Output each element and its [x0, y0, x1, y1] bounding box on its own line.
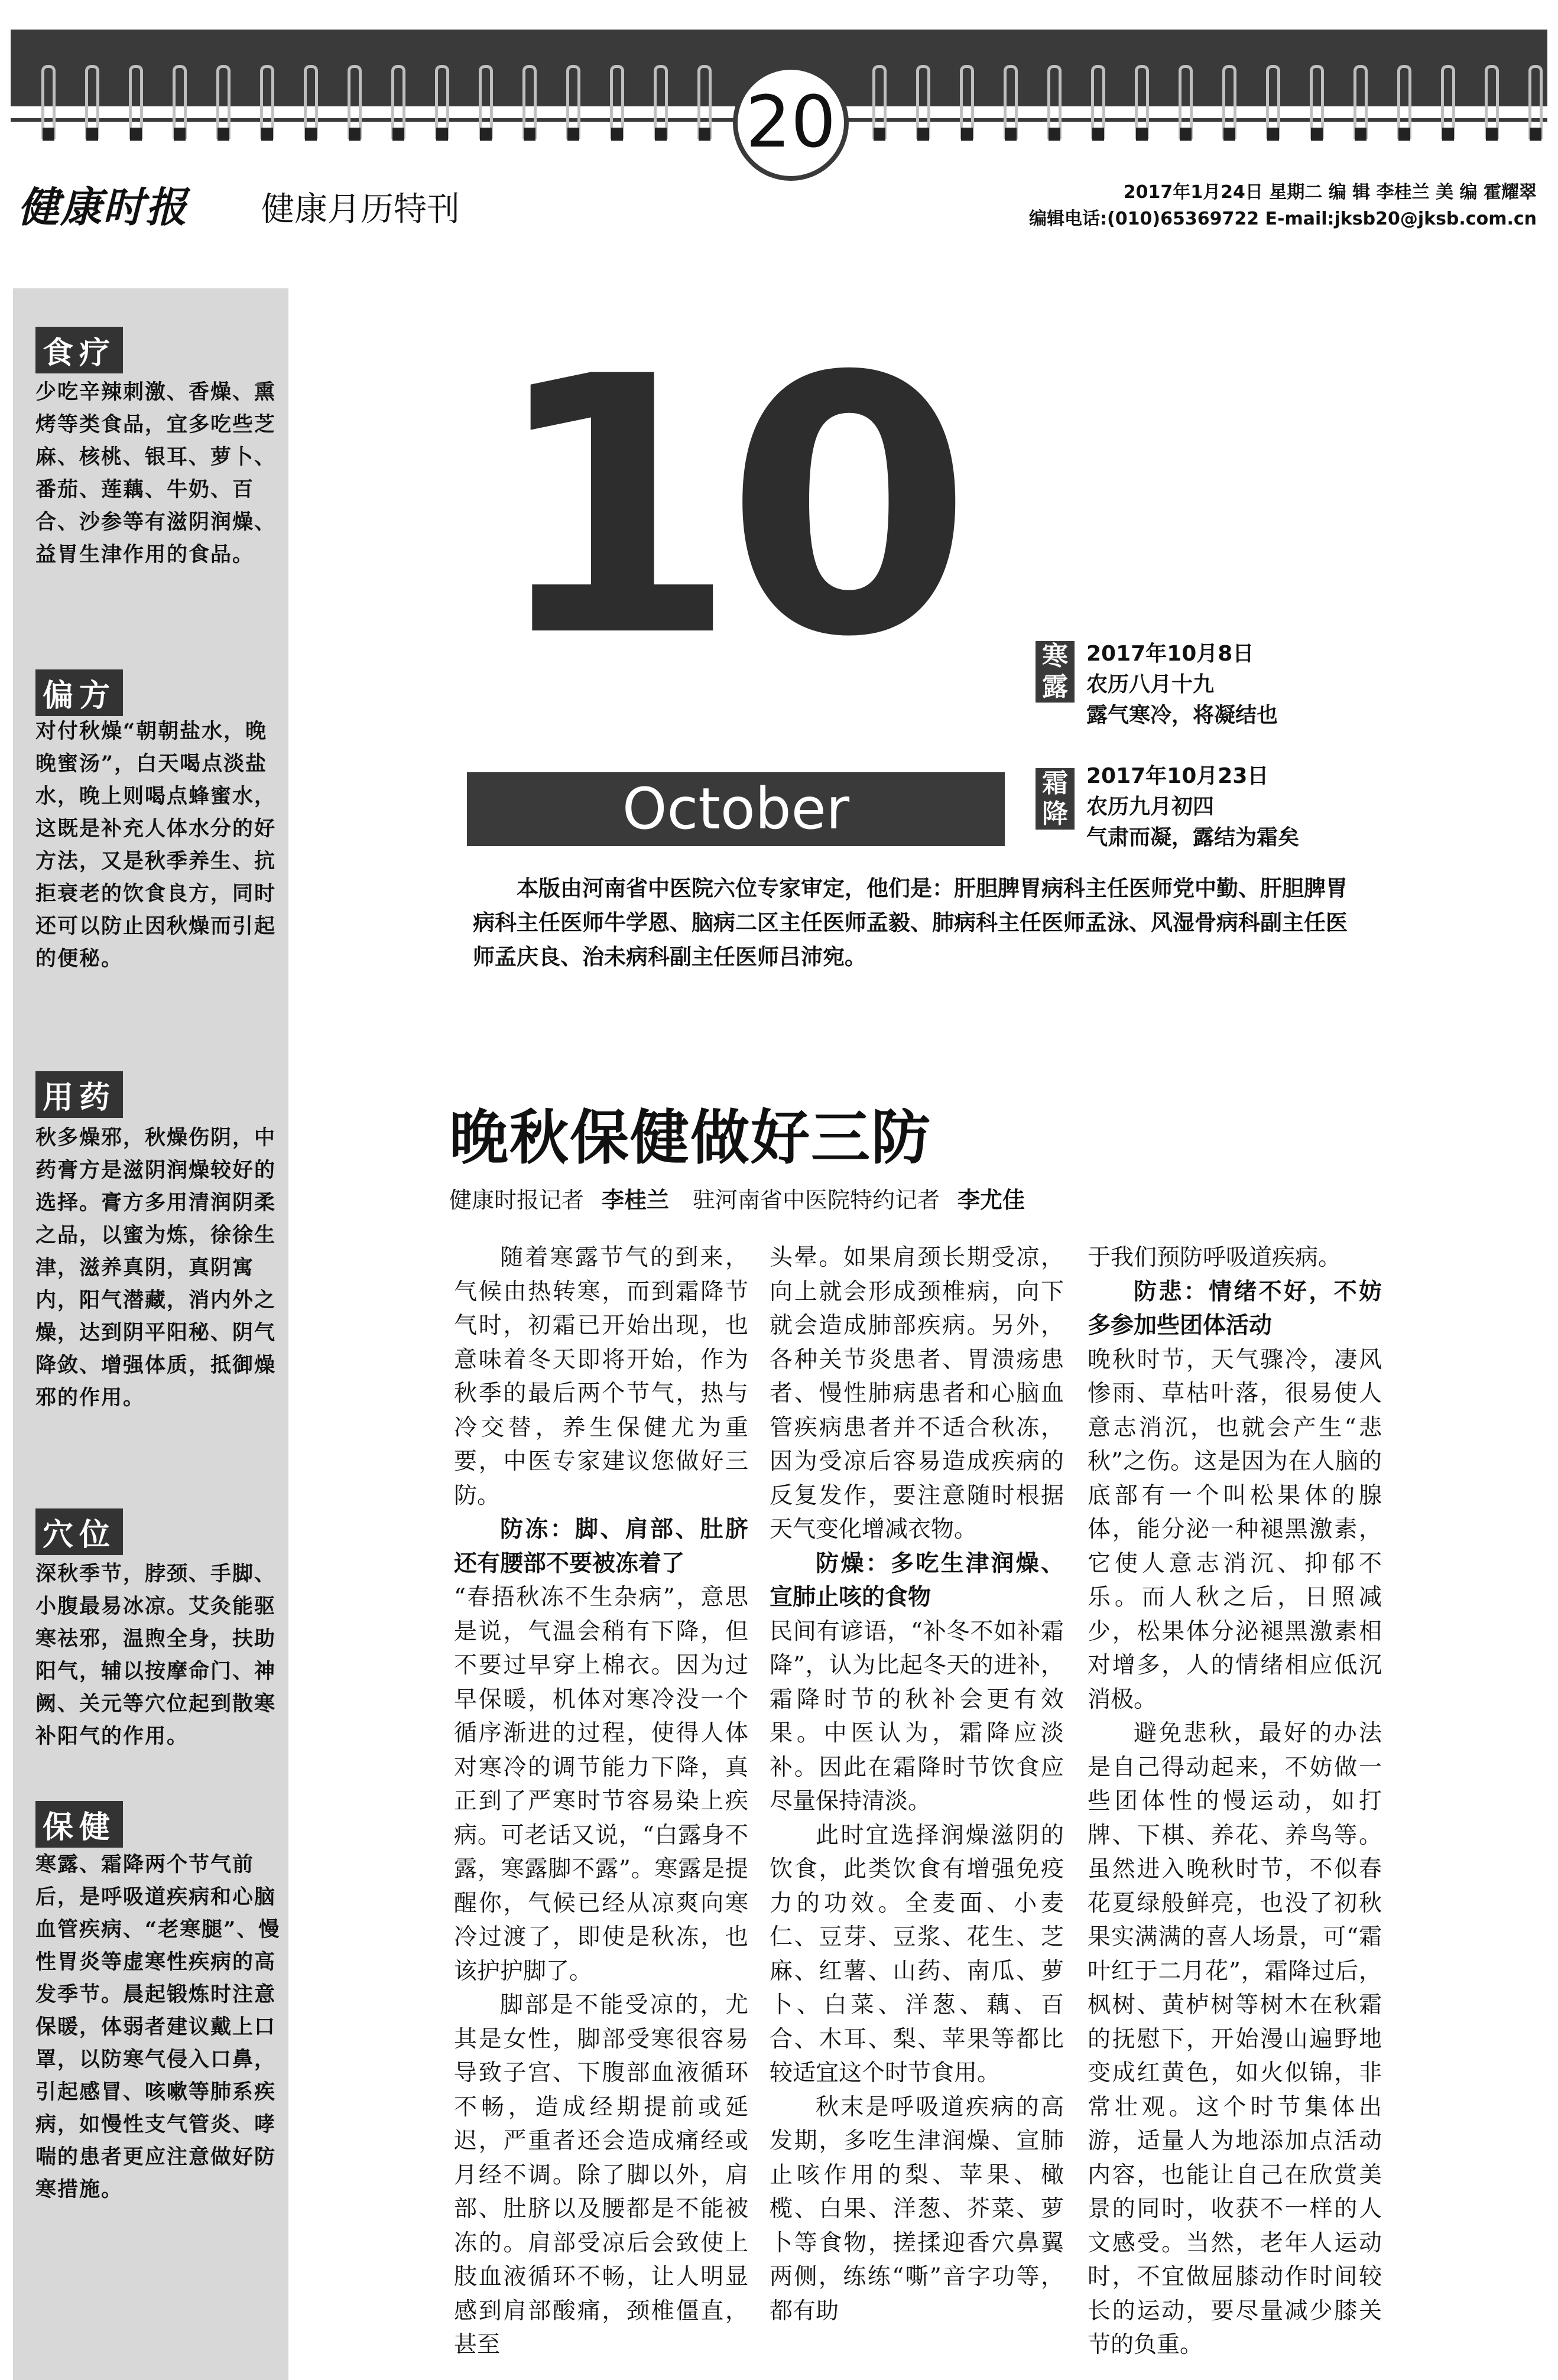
binder-hole: [218, 128, 229, 141]
binder-hole: [392, 128, 404, 141]
binder-hole: [1442, 128, 1454, 141]
paragraph: 民间有谚语，“补冬不如补霜降”，认为比起冬天的进补，霜降时节的秋补会更有效果。中医认为，霜降应淡补。因此在霜降时节饮食应尽量保持清淡。: [770, 1618, 1064, 1815]
paragraph: 头晕。如果肩颈长期受凉，向上就会形成颈椎病，向下就会造成肺部疾病。另外，各种关节炎患者、胃溃疡患者、慢性肺病患者和心脑血管疾病患者并不适合秋冻，因为受凉后容易造成疾病的反复发作，要注意随时根据天气变化增减衣物。: [770, 1244, 1064, 1543]
binder-hole: [611, 128, 623, 141]
solar-term-desc: 露气寒冷，将凝结也: [1086, 703, 1278, 727]
binder-hole: [174, 128, 186, 141]
sidebar-body-remedy: 对付秋燥“朝朝盐水，晚晚蜜汤”，白天喝点淡盐水，晚上则喝点蜂蜜水，这既是补充人体水分的好方法，又是秋季养生、抗拒衰老的饮食良方，同时还可以防止因秋燥而引起的便秘。: [35, 719, 277, 971]
subheading: 防冻：脚、肩部、肚脐还有腰部不要被冻着了: [454, 1516, 748, 1577]
paragraph: 秋末是呼吸道疾病的高发期，多吃生津润燥、宣肺止咳作用的梨、苹果、橄榄、白果、洋葱、芥菜、萝卜等食物，搓揉迎香穴鼻翼两侧，练练“嘶”音字功等，都有助: [770, 2093, 1064, 2324]
tips-sidebar: [13, 288, 288, 2380]
issue-info: 2017年1月24日 星期二 编 辑 李桂兰 美 编 霍耀翠: [1123, 182, 1537, 203]
solar-term-badge: 寒露: [1036, 641, 1075, 703]
binder-hole: [874, 128, 885, 141]
special-edition-title: 健康月历特刊: [261, 190, 460, 229]
binder-hole: [1223, 128, 1235, 141]
solar-term-lunar: 农历八月十九: [1086, 672, 1215, 697]
binder-hole: [1180, 128, 1192, 141]
binder-hole: [436, 128, 448, 141]
paragraph: 随着寒露节气的到来，气候由热转寒，而到霜降节气时，初霜已开始出现，也意味着冬天即将开始，作为秋季的最后两个节气，热与冷交替，养生保健尤为重要，中医专家建议您做好三防。: [454, 1244, 748, 1509]
paragraph: 晚秋时节，天气骤冷，凄风惨雨、草枯叶落，很易使人意志消沉，也就会产生“悲秋”之伤。这是因为在人脑的底部有一个叫松果体的腺体，能分泌一种褪黑激素，它使人意志消沉、抑郁不乐。而人秋之后，日照减少，松果体分泌褪黑激素相对增多，人的情绪相应低沉消极。: [1088, 1346, 1382, 1713]
byline-label: 驻河南省中医院特约记者: [693, 1187, 940, 1213]
binder-hole: [1311, 128, 1323, 141]
binder-hole: [480, 128, 492, 141]
byline-label: 健康时报记者: [449, 1187, 585, 1213]
newspaper-logo: 健康时报: [18, 183, 188, 232]
binder-hole: [699, 128, 710, 141]
reporter-name: 李桂兰: [602, 1187, 670, 1213]
month-name: October: [467, 772, 1005, 846]
binder-hole: [43, 128, 54, 141]
article-column-2: [770, 1241, 1064, 2328]
solar-term-desc: 气肃而凝，露结为霜矣: [1086, 825, 1300, 850]
subheading: 防悲：情绪不好，不妨多参加些团体活动: [1088, 1277, 1382, 1339]
article-column-3: [1088, 1241, 1382, 2362]
binder-hole: [86, 128, 98, 141]
binder-hole: [1398, 128, 1410, 141]
sidebar-body-diet: 少吃辛辣刺激、香燥、熏烤等类食品，宜多吃些芝麻、核桃、银耳、萝卜、番茄、莲藕、牛奶、百合、沙参等有滋阴润燥、益胃生津作用的食品。: [35, 380, 277, 567]
binder-hole: [349, 128, 361, 141]
article-column-1: [454, 1241, 748, 2362]
sidebar-body-care: 寒露、霜降两个节气前后，是呼吸道疾病和心脑血管疾病、“老寒腿”、慢性胃炎等虚寒性疾病的高发季节。晨起锻炼时注意保暖，体弱者建议戴上口罩，以防寒气侵入口鼻，引起感冒、咳嗽等肺系疾病，如慢性支气管炎、哮喘的患者更应注意做好防寒措施。: [35, 1852, 281, 2202]
binder-hole: [655, 128, 667, 141]
paragraph: 避免悲秋，最好的办法是自己得动起来，不妨做一些团体性的慢运动，如打牌、下棋、养花、养鸟等。虽然进入晚秋时节，不似春花夏绿般鲜亮，也没了初秋果实满满的喜人场景，可“霜叶红于二月花”，霜降过后，枫树、黄栌树等树木在秋霜的抚慰下，开始漫山遍野地变成红黄色，如火似锦，非常壮观。这个时节集体出游，适量人为地添加点活动内容，也能让自己在欣赏美景的同时，收获不一样的人文感受。当然，老年人运动时，不宜做屈膝动作时间较长的运动，要尽量减少膝关节的负重。: [1088, 1720, 1382, 2358]
binder-hole: [261, 128, 273, 141]
binder-hole: [961, 128, 973, 141]
contact-info: 编辑电话:(010)65369722 E-mail:jksb20@jksb.com.cn: [1029, 209, 1537, 229]
sidebar-title-care: 保健: [35, 1801, 123, 1848]
correspondent-name: 李尤佳: [957, 1187, 1025, 1213]
paragraph: 于我们预防呼吸道疾病。: [1088, 1244, 1342, 1271]
solar-term-badge: 霜降: [1036, 768, 1075, 830]
article-headline: 晚秋保健做好三防: [449, 1103, 931, 1172]
solar-term-lunar: 农历九月初四: [1086, 795, 1215, 819]
sidebar-title-remedy: 偏方: [35, 669, 123, 716]
sidebar-title-acupoint: 穴位: [35, 1508, 123, 1555]
byline: [449, 1182, 1049, 1214]
binder-hole: [1267, 128, 1279, 141]
paragraph: 脚部是不能受凉的，尤其是女性，脚部受寒很容易导致子宫、下腹部血液循环不畅，造成经期提前或延迟，严重者还会造成痛经或月经不调。除了脚以外，肩部、肚脐以及腰都是不能被冻的。肩部受凉后会致使上肢血液循环不畅，让人明显感到肩部酸痛，颈椎僵直，甚至: [454, 1992, 748, 2358]
subheading: 防燥：多吃生津润燥、宣肺止咳的食物: [770, 1549, 1064, 1611]
binder-hole: [1005, 128, 1017, 141]
sidebar-title-medicine: 用药: [35, 1071, 123, 1118]
binder-hole: [305, 128, 317, 141]
sidebar-title-diet: 食疗: [35, 327, 123, 373]
solar-term-date: 2017年10月23日: [1086, 764, 1269, 788]
binder-hole: [130, 128, 142, 141]
sidebar-body-medicine: 秋多燥邪，秋燥伤阴，中药膏方是滋阴润燥较好的选择。膏方多用清润阴柔之品，以蜜为炼，徐徐生津，滋养真阴，真阴寓内，阳气潜藏，消内外之燥，达到阴平阳秘、阴气降敛、增强体质，抵御燥邪的作用。: [35, 1126, 277, 1410]
binder-hole: [1355, 128, 1367, 141]
binder-hole: [1092, 128, 1104, 141]
binder-hole: [524, 128, 535, 141]
month-number: 10: [491, 301, 960, 714]
page-number: 20: [733, 65, 849, 181]
paragraph: 此时宜选择润燥滋阴的饮食，此类饮食有增强免疫力的功效。全麦面、小麦仁、豆芽、豆浆、花生、芝麻、红薯、山药、南瓜、萝卜、白菜、洋葱、藕、百合、木耳、梨、苹果等都比较适宜这个时节食用。: [770, 1822, 1064, 2086]
binder-hole: [1049, 128, 1060, 141]
binder-hole: [1530, 128, 1541, 141]
binder-hole: [1136, 128, 1148, 141]
binder-hole: [1486, 128, 1498, 141]
solar-term-date: 2017年10月8日: [1086, 642, 1254, 666]
sidebar-body-acupoint: 深秋季节，脖颈、手脚、小腹最易冰凉。艾灸能驱寒祛邪，温煦全身，扶助阳气，辅以按摩命门、神阙、关元等穴位起到散寒补阳气的作用。: [35, 1562, 277, 1748]
paragraph: “春捂秋冻不生杂病”，意思是说，气温会稍有下降，但不要过早穿上棉衣。因为过早保暖，机体对寒冷没一个循序渐进的过程，使得人体对寒冷的调节能力下降，真正到了严寒时节容易染上疾病。可老话又说，“白露身不露，寒露脚不露”。寒露是提醒你，气候已经从凉爽向寒冷过渡了，即使是秋冻，也该护护脚了。: [454, 1584, 748, 1985]
binder-hole: [917, 128, 929, 141]
binder-hole: [567, 128, 579, 141]
expert-intro: 本版由河南省中医院六位专家审定，他们是：肝胆脾胃病科主任医师党中勤、肝胆脾胃病科主任医师牛学恩、脑病二区主任医师孟毅、肺病科主任医师孟泳、风湿骨病科副主任医师孟庆良、治未病科副主任医师吕沛宛。: [473, 876, 1348, 970]
